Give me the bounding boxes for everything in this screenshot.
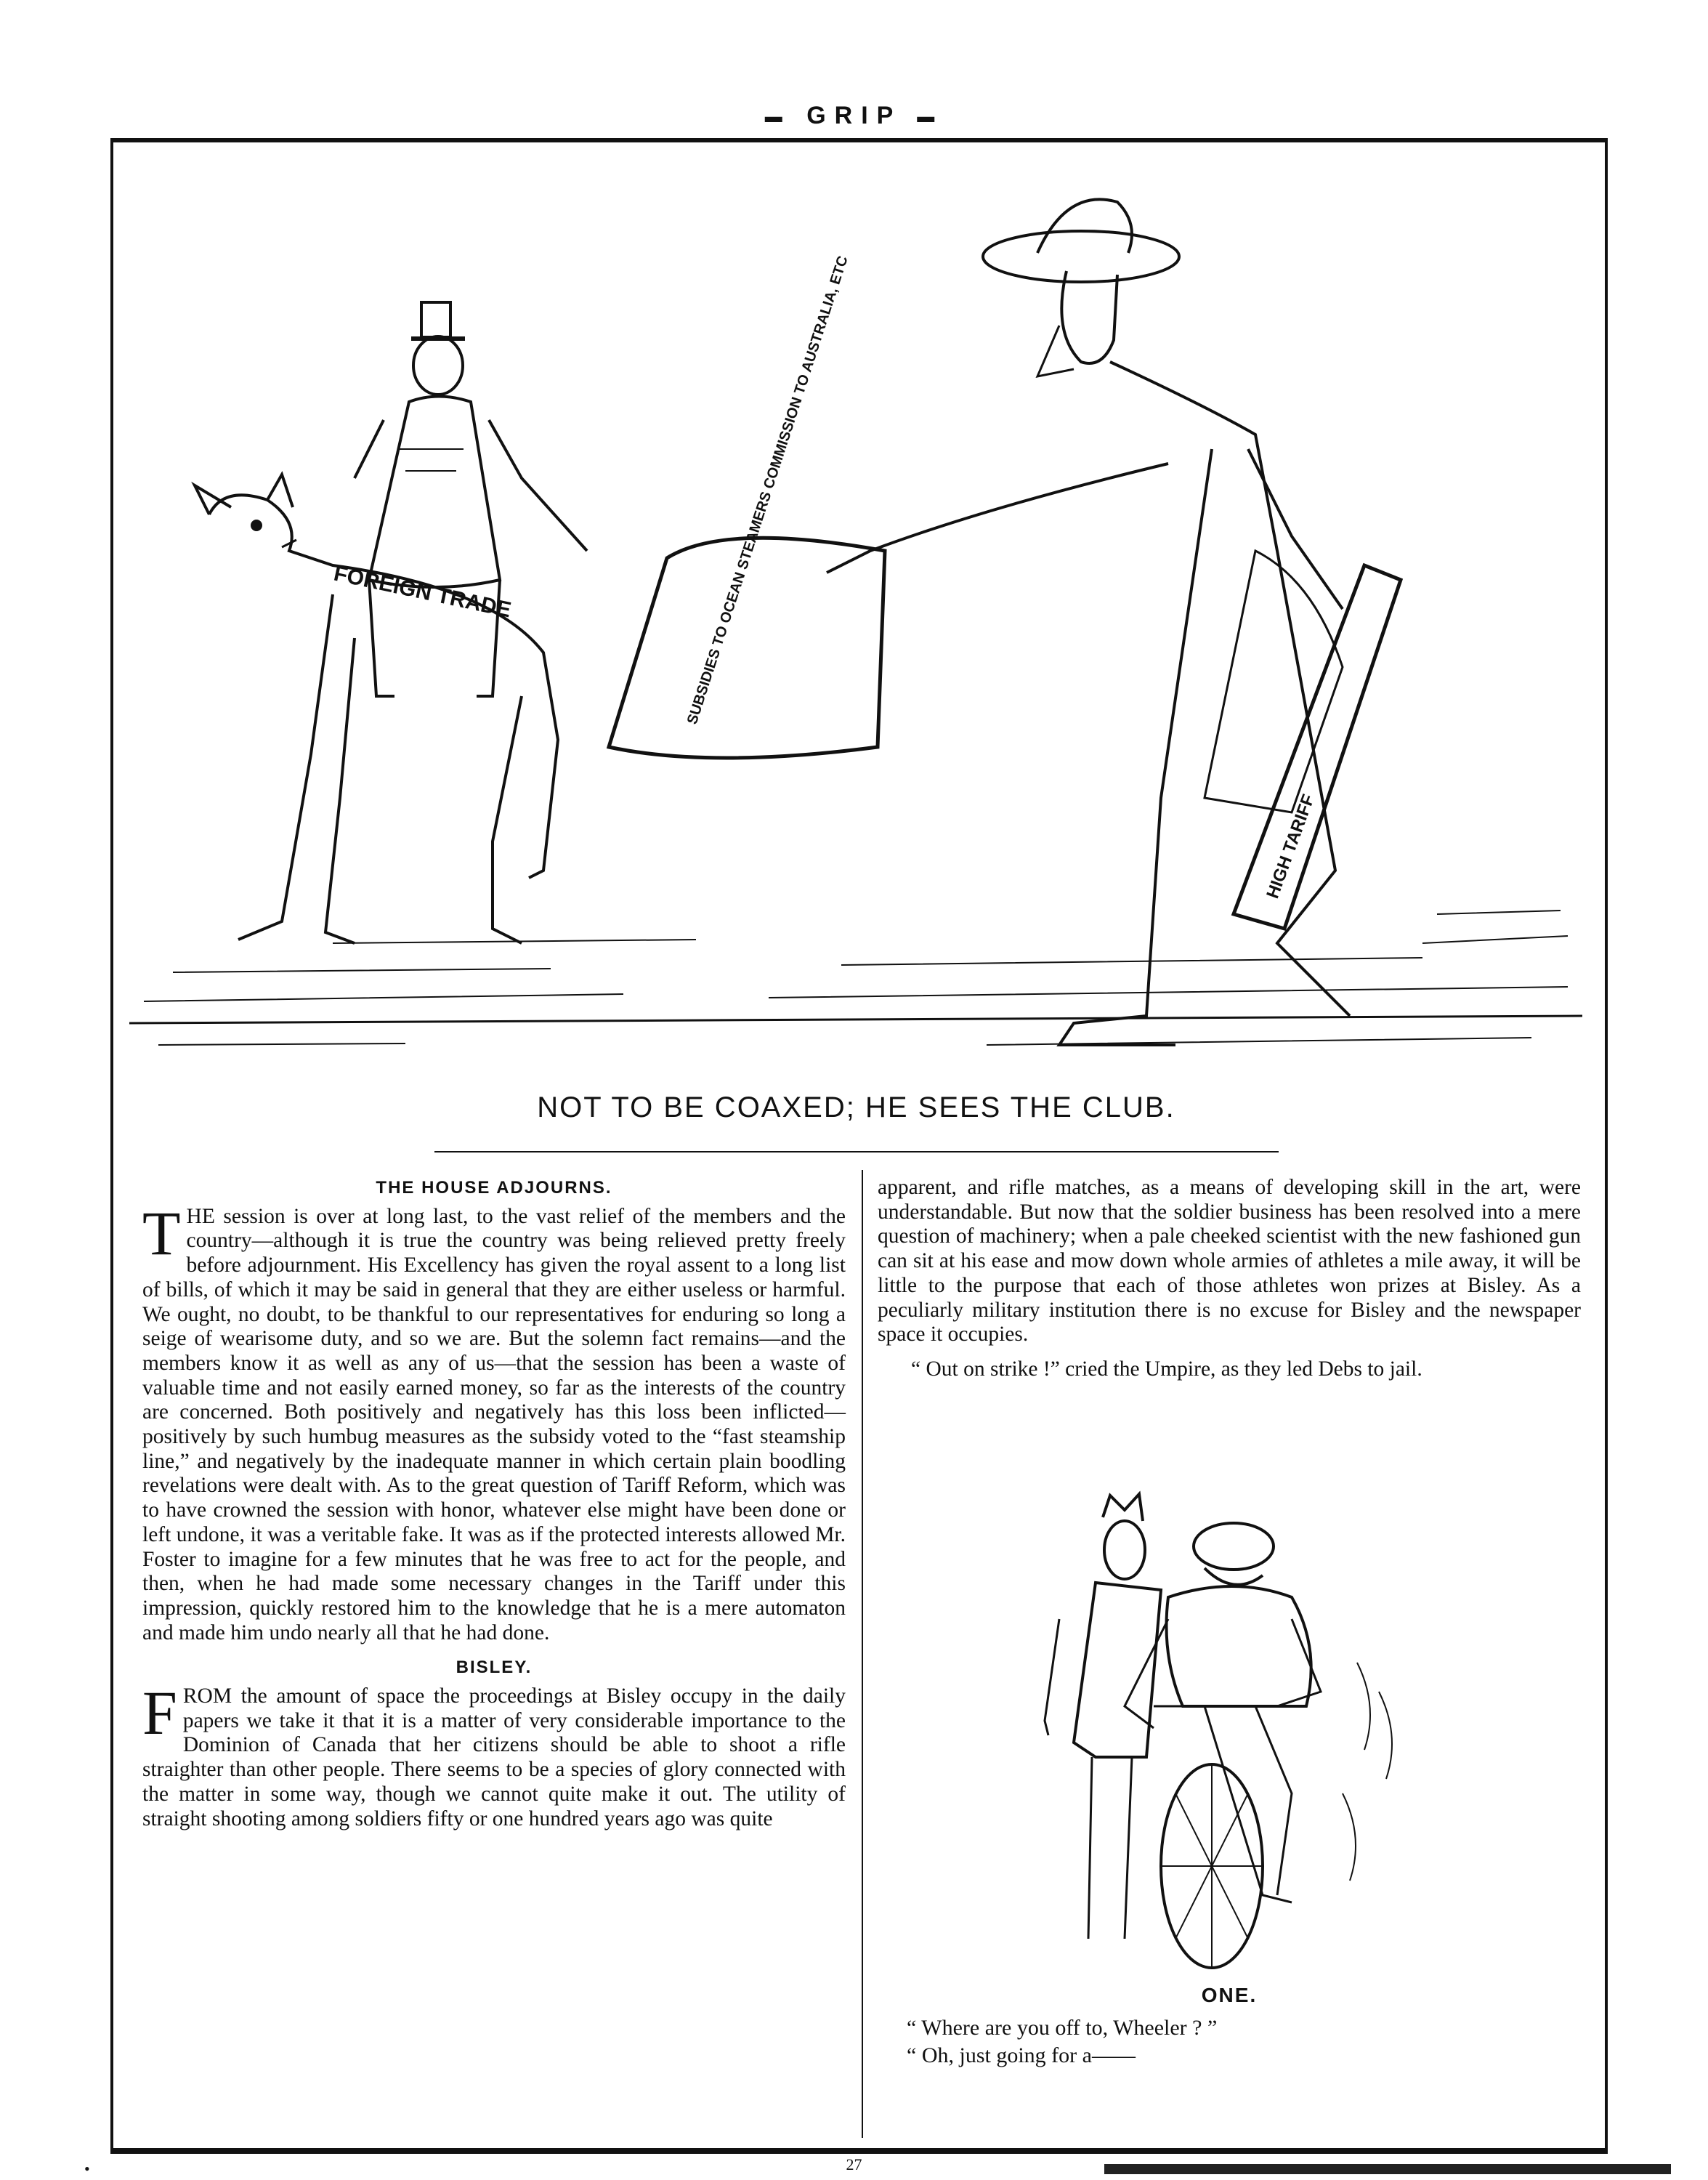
caption-rule bbox=[434, 1151, 1279, 1152]
one-line-2: “ Oh, just going for a—— bbox=[907, 2043, 1136, 2067]
article-heading-bisley: BISLEY. bbox=[456, 1658, 533, 1678]
article-house-adjourns-body bbox=[142, 1198, 846, 1646]
masthead-deco-right: ▬ bbox=[917, 107, 944, 127]
umpire-paragraph: “ Out on strike !” cried the Umpire, as they led Debs to jail. bbox=[911, 1357, 1422, 1381]
masthead-title: GRIP bbox=[806, 102, 902, 129]
paper-label: SUBSIDIES TO OCEAN STEAMERS COMMISSION TO AUSTRALIA, ETC bbox=[684, 254, 851, 727]
article-bisley-text-left: ROM the amount of space the proceedings at Bisley occupy in the daily papers we take it that it is a matter of very considerable importance to the Dominion of Canada that her citizens should be able to shoot a rifle straighter than other people. There seems to be a species of glory connected with the matter in some way, though we cannot quite make it out. The utility of straight shooting among soldiers fifty or one hundred years ago was quite bbox=[142, 1684, 846, 1830]
article-heading-house-adjourns: THE HOUSE ADJOURNS. bbox=[376, 1178, 612, 1198]
cartoon-caption: NOT TO BE COAXED; HE SEES THE CLUB. bbox=[537, 1091, 1175, 1123]
dropcap-t: T bbox=[142, 1198, 181, 1268]
column-divider bbox=[862, 1170, 863, 2138]
masthead-deco-left: ▬ bbox=[764, 107, 791, 127]
article-house-adjourns-text: HE session is over at long last, to the vast relief of the members and the country—although it is true the country was being relieved pretty freely before adjournment. His Excellency has given the royal assent to a long list of bills, of which it may be said in general that they are either useless or harmful. We ought, no doubt, to be thankful to our representatives for enduring so long a seige of wearisome duty, and so we are. But the solemn fact remains—and the members know it as well as any of us—that the session has been a waste of valuable time and not easily earned money, so far as the interests of the country are concerned. Both positively and negatively has this loss been inflicted—positively by such humbug measures as the subsidy voted to the “fast steamship line,” and negatively by the inadequate manner in which certain plain boodling revelations were dealt with. As to the great question of Tariff Reform, which was to have crowned the session with honor, whatever else might have been done or left undone, it was a veritable fake. It was as if the protected interests allowed Mr. Foster to imagine for a few minutes that he was free to act for the people, and then, when he had made some necessary changes in the Tariff under this impression, quickly restored him to the knowledge that he is a mere automaton and made him undo nearly all that he had done. bbox=[142, 1204, 846, 1644]
page-number: 27 bbox=[846, 2155, 862, 2173]
masthead bbox=[0, 102, 1708, 130]
bottom-bar bbox=[1104, 2164, 1671, 2174]
one-title: ONE. bbox=[1201, 1984, 1258, 2006]
main-cartoon-illustration bbox=[115, 144, 1598, 1081]
cyclist-cartoon bbox=[1016, 1488, 1437, 1975]
page-bullet: • bbox=[84, 2160, 90, 2178]
right-column bbox=[878, 1176, 1581, 1392]
main-cartoon bbox=[115, 144, 1598, 1081]
one-dialogue bbox=[907, 2014, 1217, 2070]
dog-label: FOREIGN TRADE bbox=[331, 561, 514, 623]
one-line-1: “ Where are you off to, Wheeler ? ” bbox=[907, 2016, 1218, 2040]
article-bisley-continued: apparent, and rifle matches, as a means of developing skill in the art, were understandable. But now that the soldier business has been resolved into a mere question of machinery; when a pale cheeked scientist with the new fashioned gun can sit at his ease and mow down whole armies of athletes a mile away, it will be little to the purpose that each of those athletes won prizes at Bisley. As a peculiarly military institution there is no excuse for Bisley and the newspaper space it occupies. bbox=[878, 1176, 1581, 1347]
article-bisley-body bbox=[142, 1678, 846, 1831]
dropcap-f: F bbox=[142, 1678, 177, 1748]
cyclist-illustration bbox=[1016, 1488, 1437, 1975]
left-column bbox=[142, 1176, 846, 1841]
club-label: HIGH TARIFF bbox=[1263, 791, 1319, 902]
